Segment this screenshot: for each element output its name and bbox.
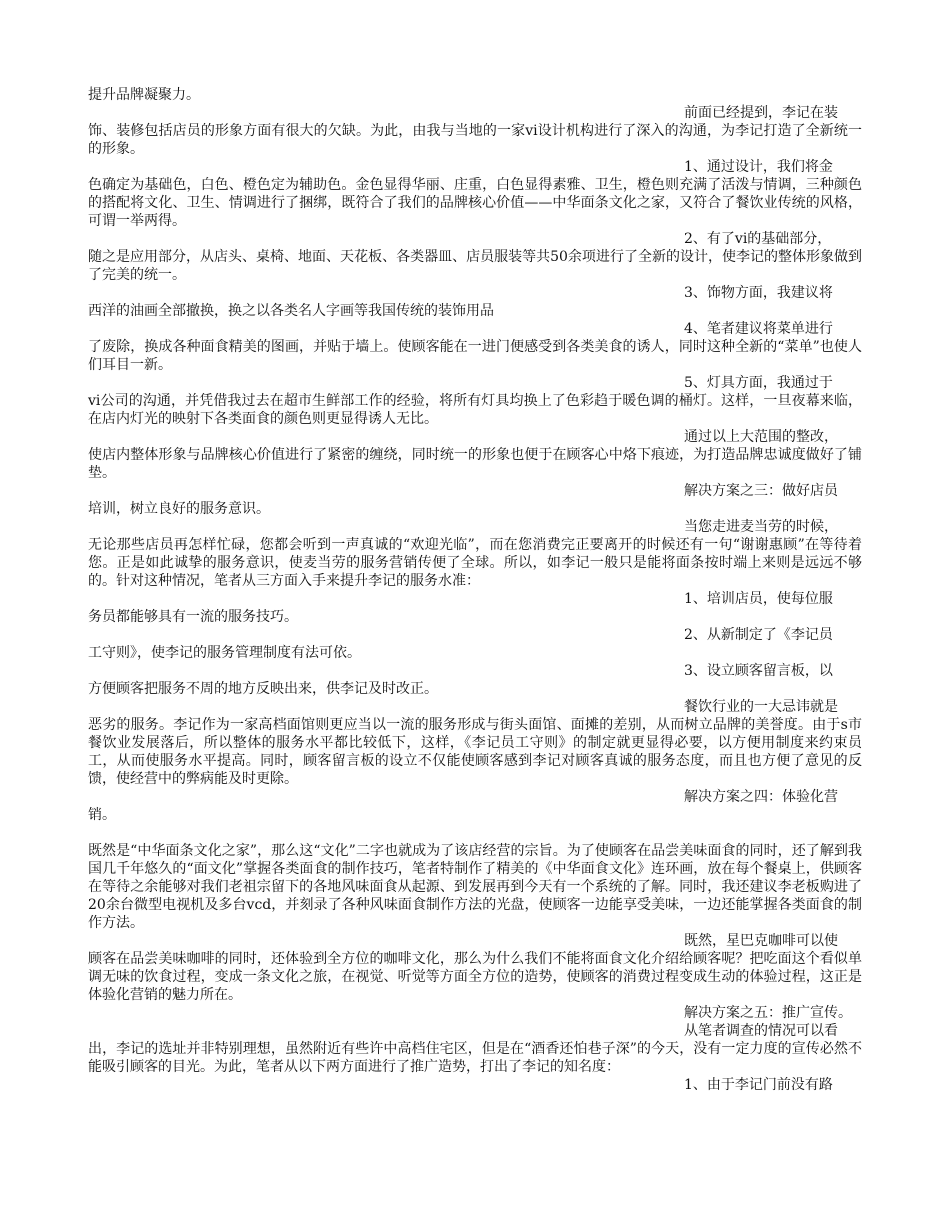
paragraph bbox=[88, 86, 862, 104]
paragraph bbox=[88, 1004, 862, 1022]
paragraph bbox=[88, 482, 862, 518]
paragraph bbox=[88, 428, 862, 482]
paragraph-body: 饰、装修包括店员的形象方面有很大的欠缺。为此，由我与当地的一家vi设计机构进行了深入的沟通，为李记打造了全新统一的形象。 bbox=[88, 123, 862, 157]
paragraph-lead: 前面已经提到，李记在装 bbox=[684, 105, 838, 121]
paragraph-body: 出，李记的选址并非特别理想，虽然附近有些许中高档住宅区，但是在“酒香还怕巷子深”的今天，没有一定力度的宣传必然不能吸引顾客的目光。为此，笔者从以下两方面进行了推广造势，打出了李记的知名度： bbox=[88, 1041, 862, 1075]
paragraph-body: 顾客在品尝美味咖啡的同时，还体验到全方位的咖啡文化，那么为什么我们不能将面食文化介绍给顾客呢？把吃面这个看似单调无味的饮食过程，变成一条文化之旅，在视觉、听觉等方面全方位的造势，使顾客的消费过程变成生动的体验过程，这正是体验化营销的魅力所在。 bbox=[88, 951, 862, 1003]
paragraph bbox=[88, 230, 862, 284]
paragraph-lead: 当您走进麦当劳的时候， bbox=[684, 519, 838, 535]
paragraph-body: 恶劣的服务。李记作为一家高档面馆则更应当以一流的服务形成与街头面馆、面摊的差别，从而树立品牌的美誉度。由于s市餐饮业发展落后，所以整体的服务水平都比较低下，这样，《李记员工守则》的制定就更显得必要，以方便用制度来约束员工，从而使服务水平提高。同时，顾客留言板的设立不仅能使顾客感到李记对顾客真诚的服务态度，而且也方便了意见的反馈，使经营中的弊病能及时更除。 bbox=[88, 717, 862, 787]
paragraph-lead: 2、有了vi的基础部分， bbox=[684, 231, 832, 247]
paragraph bbox=[88, 284, 862, 320]
paragraph-body: 销。 bbox=[88, 807, 116, 823]
paragraph-lead: 解决方案之五：推广宣传。 bbox=[684, 1005, 852, 1021]
paragraph bbox=[88, 788, 862, 824]
paragraph-lead: 5、灯具方面，我通过于 bbox=[684, 375, 833, 391]
paragraph-body: 色确定为基础色，白色、橙色定为辅助色。金色显得华丽、庄重，白色显得素雅、卫生，橙色则充满了活泼与情调，三种颜色的搭配将文化、卫生、情调进行了捆绑，既符合了我们的品牌核心价值——中华面条文化之家，又符合了餐饮业传统的风格，可谓一举两得。 bbox=[88, 177, 862, 229]
paragraph-body: 提升品牌凝聚力。 bbox=[88, 87, 200, 103]
paragraph-body: 使店内整体形象与品牌核心价值进行了紧密的缠绕，同时统一的形象也便于在顾客心中烙下痕迹，为打造品牌忠诚度做好了铺垫。 bbox=[88, 447, 862, 481]
paragraph-lead: 3、设立顾客留言板，以 bbox=[684, 663, 833, 679]
paragraph-lead: 1、由于李记门前没有路 bbox=[684, 1077, 833, 1093]
paragraph bbox=[88, 842, 862, 932]
paragraph bbox=[88, 374, 862, 428]
paragraph-body: 工守则》，使李记的服务管理制度有法可依。 bbox=[88, 645, 361, 661]
paragraph-body: 西洋的油画全部撤换，换之以各类名人字画等我国传统的装饰用品 bbox=[88, 303, 494, 319]
paragraph-lead: 2、从新制定了《李记员 bbox=[684, 627, 833, 643]
paragraph bbox=[88, 158, 862, 230]
paragraph-lead: 解决方案之四：体验化营 bbox=[684, 789, 838, 805]
paragraph-body: 随之是应用部分，从店头、桌椅、地面、天花板、各类器皿、店员服装等共50余项进行了全新的设计，使李记的整体形象做到了完美的统一。 bbox=[88, 249, 862, 283]
paragraph-body: 了废除，换成各种面食精美的图画，并贴于墙上。使顾客能在一进门便感受到各类美食的诱人，同时这种全新的“菜单”也使人们耳目一新。 bbox=[88, 339, 862, 373]
paragraph-body: 无论那些店员再怎样忙碌，您都会听到一声真诚的“欢迎光临”，而在您消费完正要离开的时候还有一句“谢谢惠顾”在等待着您。正是如此诚挚的服务意识，使麦当劳的服务营销传便了全球。所以，如李记一般只是能将面条按时端上来则是远远不够的。针对这种情况，笔者从三方面入手来提升李记的服务水准： bbox=[88, 537, 862, 589]
paragraph bbox=[88, 932, 862, 1004]
paragraph-lead: 解决方案之三：做好店员 bbox=[684, 483, 838, 499]
paragraph-body: 方便顾客把服务不周的地方反映出来，供李记及时改正。 bbox=[88, 681, 438, 697]
paragraph bbox=[88, 590, 862, 626]
paragraph-body: 培训，树立良好的服务意识。 bbox=[88, 501, 270, 517]
paragraph bbox=[88, 518, 862, 590]
document-page bbox=[88, 86, 862, 1094]
paragraph-lead: 4、笔者建议将菜单进行 bbox=[684, 321, 833, 337]
paragraph bbox=[88, 662, 862, 698]
paragraph-body: 务员都能够具有一流的服务技巧。 bbox=[88, 609, 298, 625]
paragraph bbox=[88, 698, 862, 788]
paragraph bbox=[88, 824, 862, 842]
paragraph bbox=[88, 1022, 862, 1076]
paragraph-lead: 从笔者调查的情况可以看 bbox=[684, 1023, 838, 1039]
paragraph-body: vi公司的沟通，并凭借我过去在超市生鲜部工作的经验，将所有灯具均换上了色彩趋于暖色调的桶灯。这样，一旦夜幕来临，在店内灯光的映射下各类面食的颜色则更显得诱人无比。 bbox=[88, 393, 862, 427]
paragraph bbox=[88, 320, 862, 374]
paragraph bbox=[88, 1076, 862, 1094]
paragraph-lead: 既然，星巴克咖啡可以使 bbox=[684, 933, 838, 949]
paragraph-lead: 3、饰物方面，我建议将 bbox=[684, 285, 833, 301]
paragraph-body: 既然是“中华面条文化之家”，那么这“文化”二字也就成为了该店经营的宗旨。为了使顾客在品尝美味面食的同时，还了解到我国几千年悠久的“面文化”掌握各类面食的制作技巧，笔者特制作了精美的《中华面食文化》连环画，放在每个餐桌上，供顾客在等待之余能够对我们老祖宗留下的各地风味面食从起源、到发展再到今天有一个系统的了解。同时，我还建议李老板购进了20余台微型电视机及多台vcd，并刻录了各种风味面食制作方法的光盘，使顾客一边能享受美味，一边还能掌握各类面食的制作方法。 bbox=[88, 843, 862, 931]
paragraph-lead: 通过以上大范围的整改， bbox=[684, 429, 838, 445]
paragraph-lead: 1、培训店员，使每位服 bbox=[684, 591, 833, 607]
paragraph-lead: 餐饮行业的一大忌讳就是 bbox=[684, 699, 838, 715]
paragraph-lead: 1、通过设计，我们将金 bbox=[684, 159, 833, 175]
paragraph bbox=[88, 626, 862, 662]
paragraph bbox=[88, 104, 862, 158]
